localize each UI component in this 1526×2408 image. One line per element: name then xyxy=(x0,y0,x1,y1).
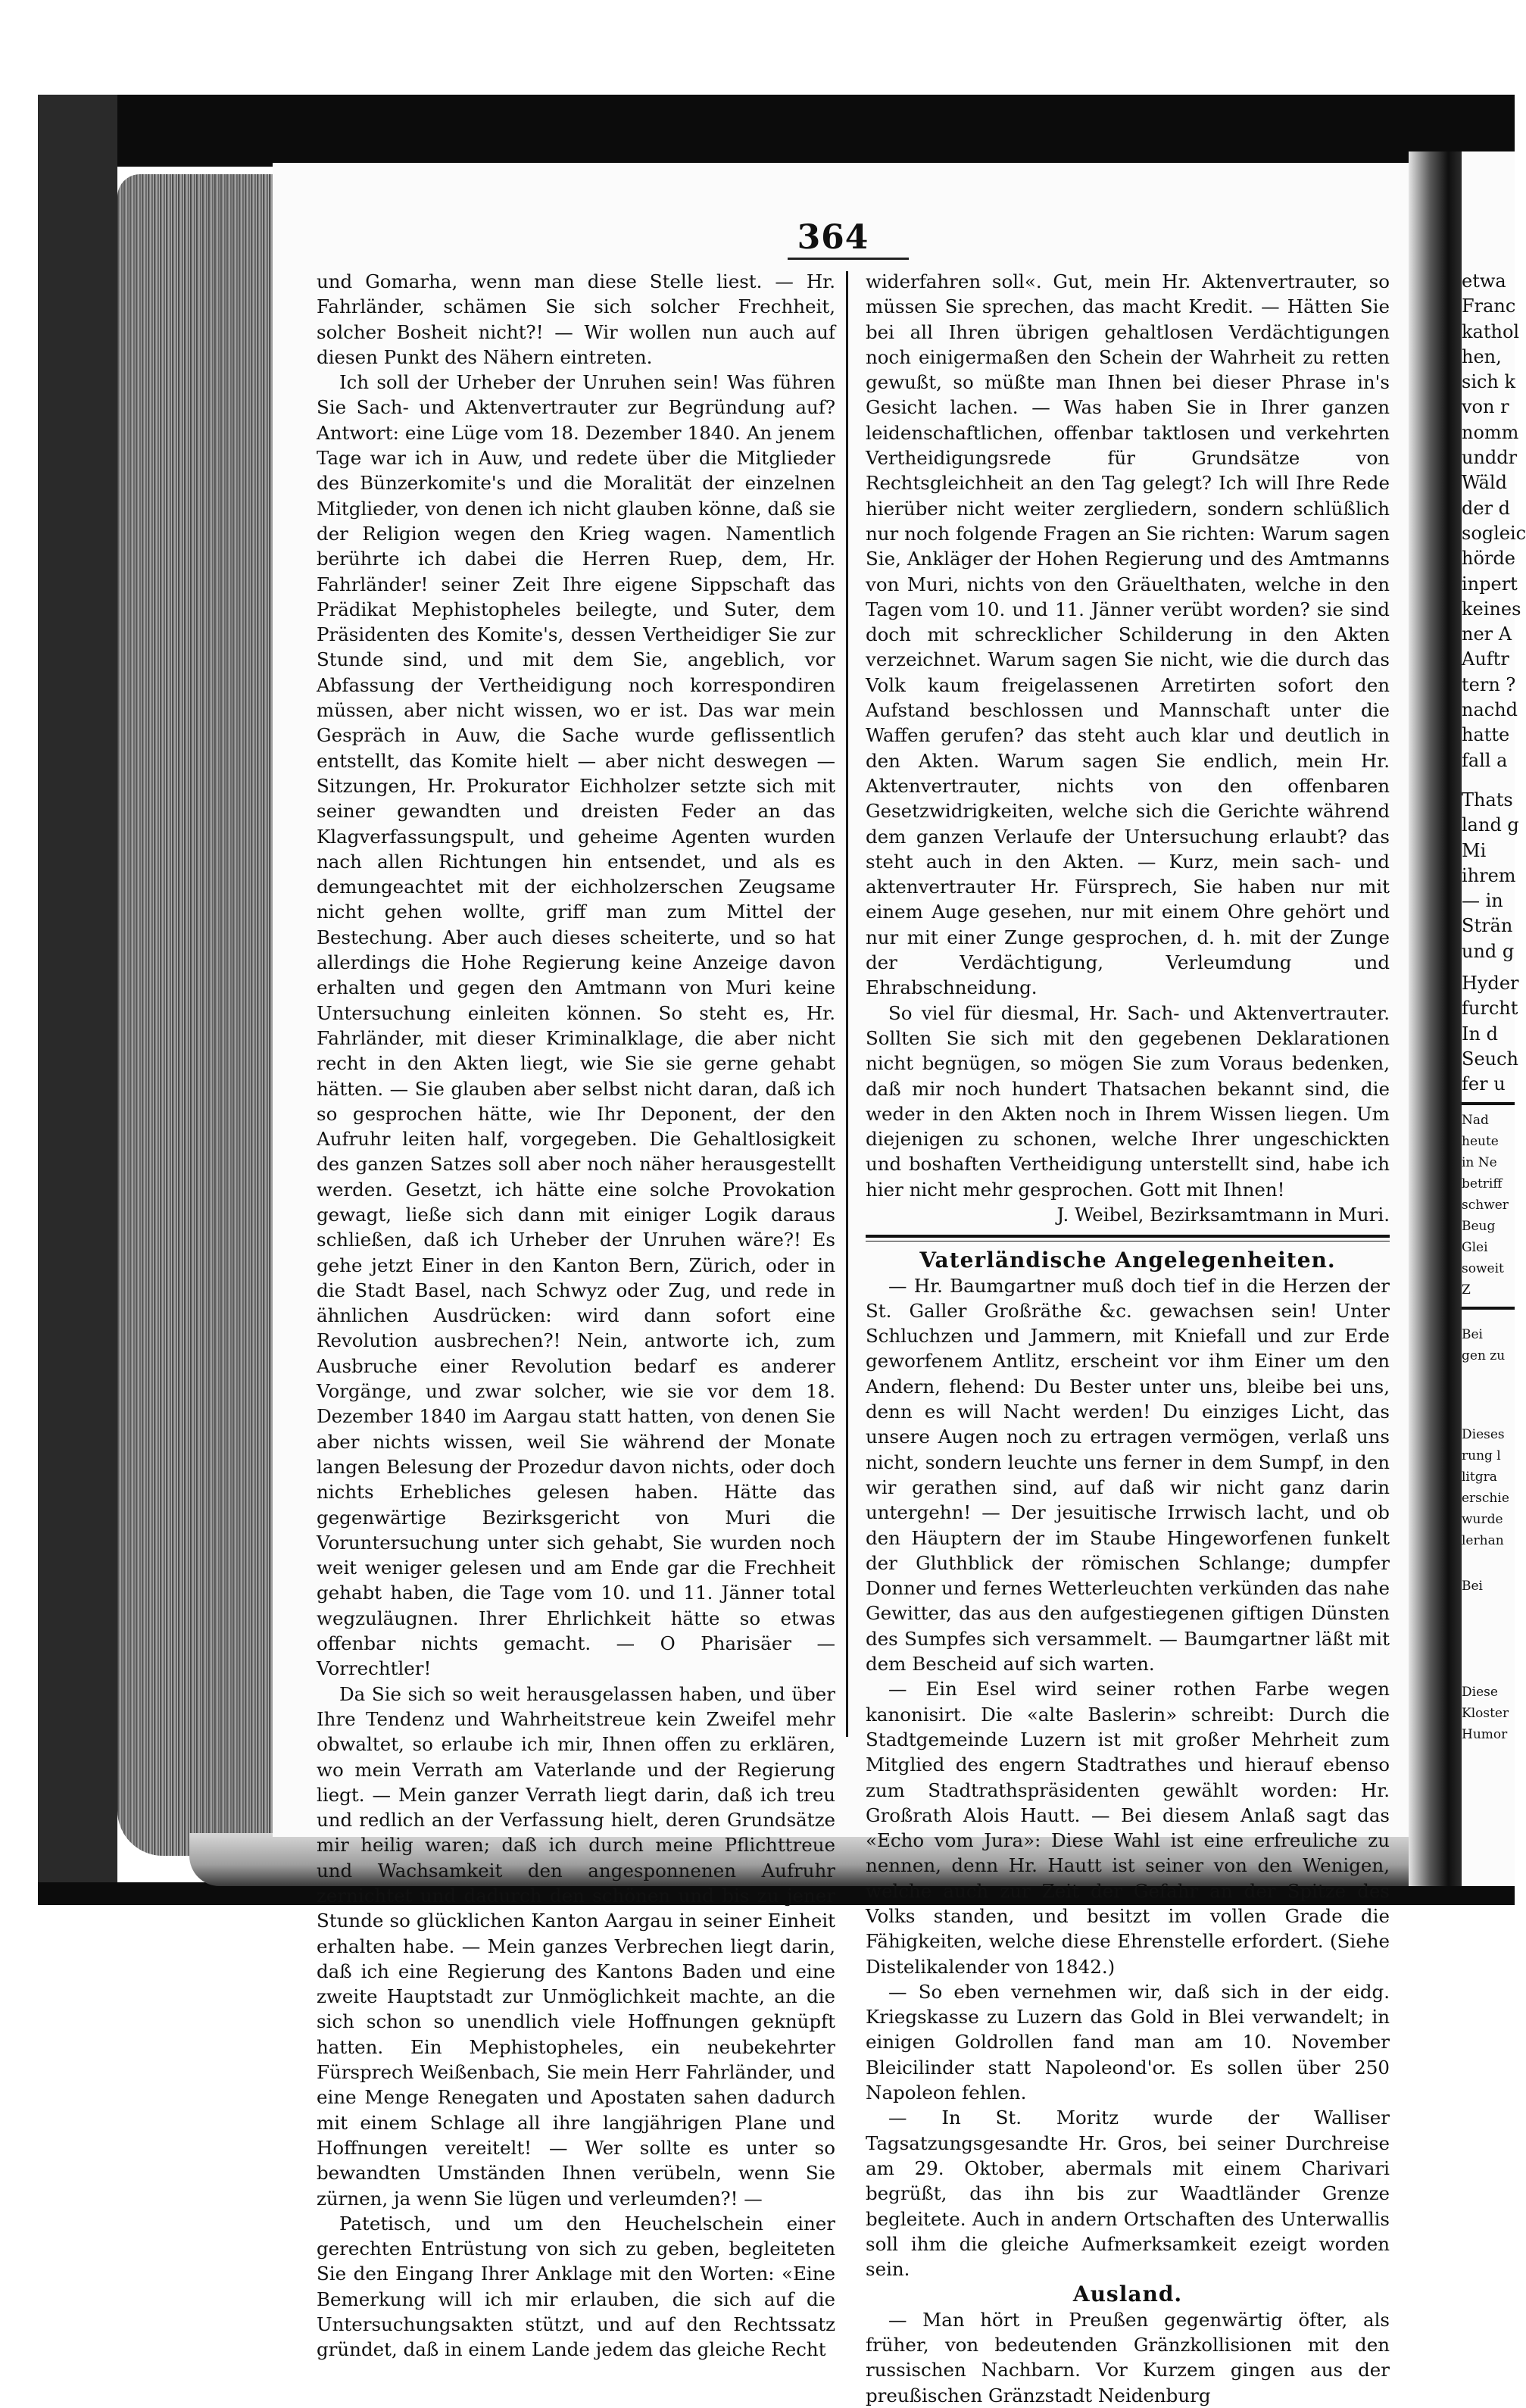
adjacent-line: Nad xyxy=(1462,1113,1489,1128)
scan-background-top xyxy=(38,95,1515,167)
column-divider xyxy=(846,271,848,1737)
adjacent-line: Z xyxy=(1462,1282,1471,1298)
adjacent-line: fall a xyxy=(1462,749,1508,771)
adjacent-line: Strän xyxy=(1462,915,1513,937)
adjacent-line: furcht xyxy=(1462,998,1518,1020)
adjacent-line: Humor xyxy=(1462,1727,1508,1742)
adjacent-line: land g xyxy=(1462,814,1519,836)
paragraph: Ich soll der Urheber der Unruhen sein! Was führen Sie Sach- und Aktenvertrauter zur Begründung auf? Antwort: eine Lüge vom 18. Dezember 1840. An jenem Tage war ich in Auw, und redete über die Mitglieder des Bünzerkomite's und die Moralität der einzelnen Mitglieder, von denen ich nicht glauben könne, daß sie der Religion wegen den Krieg wagen. Namentlich berührte ich dabei die Herren Ruep, dem, Hr. Fahrländer! seiner Zeit Ihre eigene Sippschaft das Prädikat Mephistopheles beilegte, und Suter, dem Präsidenten des Komite's, dessen Vertheidiger Sie zur Stunde sind, und mit dem Sie, angeblich, vor Abfassung der Vertheidigung noch korrespondiren müssen, aber nicht wissen, wo er ist. Das war mein Gespräch in Auw, die Sache wurde geflissentlich entstellt, das Komite hielt — aber nicht deswegen — Sitzungen, Hr. Prokurator Eichholzer setzte sich mit seiner gewandten und dreisten Feder an das Klagverfassungspult, und geheime Agenten wurden nach allen Richtungen hin entsendet, und als es demungeachtet mit der eichholzerschen Zeugsame nicht gehen wollte, griff man zum Mittel der Bestechung. Aber auch dieses scheiterte, und so hat allerdings die Hohe Regierung keine Anzeige davon erhalten und gegen den Amtmann von Muri keine Untersuchung einleiten können. So steht es, Hr. Fahrländer, mit dieser Kriminalklage, die aber nicht recht in den Akten liegt, wie Sie sie gerne gehabt hätten. — Sie glauben aber selbst nicht daran, daß ich so gesprochen hätte, wie Ihr Deponent, der den Aufruhr leiten half, vorgegeben. Die Gehaltlosigkeit des ganzen Satzes soll aber noch näher herausgestellt werden. Gesetzt, ich hätte eine solche Provokation gewagt, ließe sich dann mit einiger Logik daraus schließen, daß ich Urheber der Unruhen wäre?! Es gehe jetzt Einer in den Kanton Bern, Zürich, oder in die Stadt Basel, nach Schwyz oder Zug, und rede in ähnlichen Ausdrücken: wird dann sofort eine Revolution ausbrechen?! Nein, antworte ich, zum Ausbruche einer Revolution bedarf es anderer Vorgänge, und zwar solcher, wie sie vor dem 18. Dezember 1840 im Aargau statt hatten, von denen Sie aber nichts wissen, weil Sie während der Monate langen Belesung der Prozedur davon nichts, oder doch nichts Erhebliches gelesen haben. Hätte das gegenwärtige Bezirksgericht von Muri die Voruntersuchung unter sich gehabt, Sie wurden noch weit weniger gelesen und am Ende gar die Frechheit gehabt haben, die Tage vom 10. und 11. Jänner total wegzuläugnen. Ihrer Ehrlichkeit hätte so etwas offenbar nichts gemacht. — O Pharisäer — Vorrechtler! xyxy=(317,371,835,1680)
adjacent-line: sich k xyxy=(1462,371,1516,393)
paragraph: — So eben vernehmen wir, daß sich in der eidg. Kriegskasse zu Luzern das Gold in Blei verwandelt; in einigen Goldrollen fand man am 10. November Bleicilinder statt Napoleond'or. Es sollen über 250 Napoleon fehlen. xyxy=(866,1980,1390,2104)
adjacent-line: In d xyxy=(1462,1023,1498,1045)
adjacent-page-text-c xyxy=(1462,971,1519,1097)
paragraph: und Gomarha, wenn man diese Stelle liest. — Hr. Fahrländer, schämen Sie sich solcher Frechheit, solcher Bosheit nicht?! — Wir wollen nun auch auf diesen Punkt des Nähern eintreten. xyxy=(317,270,835,368)
paragraph: — Man hört in Preußen gegenwärtig öfter, als früher, von bedeutenden Gränzkollisionen mit den russischen Nachbarn. Vor Kurzem gingen aus der preußischen Gränzstadt Neidenburg xyxy=(866,2308,1390,2406)
adjacent-line: hatte xyxy=(1462,724,1510,746)
adjacent-line: nomm xyxy=(1462,421,1519,443)
adjacent-line: heute xyxy=(1462,1134,1499,1149)
adjacent-line: — in xyxy=(1462,890,1503,912)
adjacent-line: soweit xyxy=(1462,1261,1504,1276)
adjacent-line: inpert xyxy=(1462,573,1518,595)
paragraph: — Hr. Baumgartner muß doch tief in die Herzen der St. Galler Großräthe &c. gewachsen sein! Unter Schluchzen und Jammern, mit Kniefall und zur Erde geworfenem Antlitz, erscheint vor ihm Einer um den Andern, flehend: Du Bester unter uns, bleibe bei uns, denn es will Nacht werden! Du einziges Licht, das unsere Augen noch zu ertragen vermögen, verlaß uns nicht, sondern leuchte uns ferner in dem Sumpf, in den wir gerathen sind, auf daß wir nicht ganz darin untergehn! — Der jesuitische Irrwisch lacht, und ob den Häuptern der im Staube Hingeworfenen funkelt der Gluthblick der römischen Schlange; dumpfer Donner und fernes Wetterleuchten verkünden das nahe Gewitter, das aus den aufgestiegenen giftigen Dünsten des Sumpfes sich versammelt. — Baumgartner läßt mit dem Bescheid auf sich warten. xyxy=(866,1274,1390,1676)
adjacent-line: Beug xyxy=(1462,1219,1496,1234)
adjacent-line: Glei xyxy=(1462,1240,1488,1255)
paragraph: — Ein Esel wird seiner rothen Farbe wegen kanonisirt. Die «alte Baslerin» schreibt: Durch die Stadtgemeinde Luzern ist mit großer Mehrheit zum Mitglied des engern Stadtrathes und hierauf ebenso zum Stadtrathspräsidenten gewählt worden: Hr. Großrath Alois Hautt. — Bei diesem Anlaß sagt das «Echo vom Jura»: Diese Wahl ist eine erfreuliche zu nennen, denn Hr. Hautt ist seiner von den Wenigen, welche auch zur Zeit der Gefahr an der Spitze des Volks standen, und besitzt im vollen Grade die Fähigkeiten, welche diese Ehrenstelle erfordert. (Siehe Distelikalender von 1842.) xyxy=(866,1678,1390,1978)
adjacent-line: Diese xyxy=(1462,1685,1498,1700)
page-number-underline xyxy=(788,258,909,260)
adjacent-line: hörde xyxy=(1462,548,1515,570)
adjacent-line: keines xyxy=(1462,598,1521,620)
adjacent-line: in Ne xyxy=(1462,1155,1497,1170)
book-gutter xyxy=(1409,151,1462,1886)
adjacent-line: fer u xyxy=(1462,1073,1506,1095)
adjacent-line: sogleic xyxy=(1462,522,1526,544)
paragraph: So viel für diesmal, Hr. Sach- und Aktenvertrauter. Sollten Sie sich mit den gegebenen Deklarationen nicht begnügen, so mögen Sie zum Voraus bedenken, daß mir noch hundert Thatsachen bekannt sind, die weder in den Akten noch in Ihrem Wissen liegen. Um diejenigen zu schonen, welche Ihrer ungeschickten und boshaften Vertheidigung unterstellt sind, habe ich hier nicht mehr gesprochen. Gott mit Ihnen! xyxy=(866,1001,1390,1201)
adjacent-line: Hyder xyxy=(1462,973,1519,994)
adjacent-rule xyxy=(1462,1307,1515,1310)
adjacent-line: Franc xyxy=(1462,295,1516,317)
adjacent-line: wurde xyxy=(1462,1512,1503,1527)
adjacent-line: Kloster xyxy=(1462,1706,1509,1721)
adjacent-line: von r xyxy=(1462,396,1509,418)
adjacent-line: Mi xyxy=(1462,839,1487,861)
adjacent-line: tern ? xyxy=(1462,673,1516,695)
adjacent-line: hen, xyxy=(1462,345,1502,367)
paragraph: Patetisch, und um den Heuchelschein einer gerechten Entrüstung von sich zu geben, begleiteten Sie den Eingang Ihrer Anklage mit den Worten: «Eine Bemerkung will ich mir erlauben, die sich auf die Untersuchungsakten stützt, und auf den Rechtssatz gründet, daß in einem Lande jedem das gleiche Recht xyxy=(317,2212,835,2361)
adjacent-line: Bei xyxy=(1462,1579,1483,1594)
adjacent-line: lerhan xyxy=(1462,1533,1504,1548)
page-number: 364 xyxy=(797,218,869,257)
adjacent-line: betriff xyxy=(1462,1176,1503,1192)
section-heading-vaterland: Vaterländische Angelegenheiten. xyxy=(919,1248,1336,1273)
left-column xyxy=(317,269,835,2363)
adjacent-line: Dieses xyxy=(1462,1427,1505,1442)
adjacent-line: kathol xyxy=(1462,320,1520,342)
adjacent-line: Auftr xyxy=(1462,648,1509,670)
adjacent-small-text-b xyxy=(1462,1324,1515,1366)
adjacent-small-text-e xyxy=(1462,1682,1515,1745)
section-heading-ausland: Ausland. xyxy=(1072,2282,1183,2307)
scan-margin-top xyxy=(0,0,1515,95)
adjacent-line: der d xyxy=(1462,497,1511,519)
book-page-edges xyxy=(117,174,276,1856)
adjacent-page-text-a xyxy=(1462,269,1526,773)
paragraph: Da Sie sich so weit herausgelassen haben, und über Ihre Tendenz und Wahrheitstreue kein Zweifel mehr obwaltet, so erlaube ich mir, Ihnen offen zu erklären, wo mein Verrath am Vaterlande und der Regierung liegt. — Mein ganzer Verrath liegt darin, daß ich treu und redlich an der Verfassung hielt, deren Grundsätze mir heilig waren; daß ich durch meine Pflichttreue und Wachsamkeit den angesponnenen Aufruhr zernichtet und dadurch den schönen und bis zu jener Stunde so glücklichen Kanton Aargau in seiner Einheit erhalten habe. — Mein ganzes Verbrechen liegt darin, daß ich eine Regierung des Kantons Baden und eine zweite Hauptstadt zur Unmöglichkeit machte, an die sich schon so unendlich viele Hoffnungen geknüpft hatten. Ein Mephistopheles, ein neubekehrter Fürsprech Weißenbach, Sie mein Herr Fahrländer, und eine Menge Renegaten und Apostaten sahen dadurch mit einem Schlage all ihre langjährigen Plane und Hoffnungen vereitelt! — Wer sollte es unter so bewandten Umständen Ihnen verübeln, wenn Sie zürnen, ja wenn Sie lügen und verleumden?! — xyxy=(317,1682,835,2210)
section-rule xyxy=(866,1235,1390,1238)
adjacent-small-text-a xyxy=(1462,1110,1515,1301)
adjacent-line: litgra xyxy=(1462,1469,1497,1485)
adjacent-page-text-b xyxy=(1462,788,1519,964)
adjacent-line: etwa xyxy=(1462,270,1506,292)
signature: J. Weibel, Bezirksamtmann in Muri. xyxy=(1056,1203,1390,1226)
paragraph: widerfahren soll«. Gut, mein Hr. Aktenvertrauter, so müssen Sie sprechen, das macht Kredit. — Hätten Sie bei all Ihren übrigen gehaltlosen Verdächtigungen noch einigermaßen den Schein der Wahrheit zu retten gewußt, so müßte man Ihnen bei dieser Phrase in's Gesicht lachen. — Was haben Sie in Ihrer ganzen leidenschaftlichen, offenbar taktlosen und verkehrten Vertheidigungsrede für Grundsätze von Rechtsgleichheit an den Tag gelegt? Ich will Ihre Rede hierüber nicht weiter zergliedern, sondern schlüßlich nur noch folgende Fragen an Sie richten: Warum sagen Sie, Ankläger der Hohen Regierung und des Amtmanns von Muri, nichts von den Gräuelthaten, welche in den Tagen vom 10. und 11. Jänner verübt worden? sie sind doch mit schrecklicher Schilderung in den Akten verzeichnet. Warum sagen Sie nicht, wie die durch das Volk kaum freigelassenen Arretirten sofort den Aufstand beschlossen und Mannschaft unter die Waffen gerufen? das steht auch klar und deutlich in den Akten. Warum sagen Sie endlich, mein Hr. Aktenvertrauter, nichts von den offenbaren Gesetzwidrigkeiten, welche sich die Gerichte während dem ganzen Verlaufe der Untersuchung erlaubt? das steht auch in den Akten. — Kurz, mein sach- und aktenvertrauter Hr. Fürsprech, Sie haben nur mit einem Auge gesehen, nur mit einem Ohre gehört und nur mit einer Zunge gesprochen, d. h. mit der Zunge der Verdächtigung, Verleumdung und Ehrabschneidung. xyxy=(866,270,1390,999)
scan-background-left xyxy=(38,95,117,1882)
adjacent-line: Bei xyxy=(1462,1327,1483,1342)
adjacent-line: und g xyxy=(1462,940,1515,962)
paragraph: — In St. Moritz wurde der Walliser Tagsatzungsgesandte Hr. Gros, bei seiner Durchreise am 29. Oktober, abermals mit einem Charivari begrüßt, das ihn bis zur Waadtländer Grenze begleitete. Auch in andern Ortschaften des Unterwallis soll ihm die gleiche Aufmerksamkeit ezeigt worden sein. xyxy=(866,2107,1390,2281)
adjacent-line: gen zu xyxy=(1462,1348,1506,1363)
adjacent-line: ner A xyxy=(1462,623,1512,645)
adjacent-line: Wäld xyxy=(1462,472,1507,494)
adjacent-line: erschie xyxy=(1462,1491,1509,1506)
adjacent-rule xyxy=(1462,1102,1515,1105)
adjacent-line: Thats xyxy=(1462,789,1513,810)
adjacent-line: rung l xyxy=(1462,1448,1501,1463)
adjacent-line: nachd xyxy=(1462,699,1518,721)
adjacent-small-text-c xyxy=(1462,1424,1515,1551)
right-column xyxy=(866,269,1390,2408)
adjacent-line: Seuch xyxy=(1462,1048,1518,1070)
adjacent-line: schwer xyxy=(1462,1198,1509,1213)
adjacent-line: ihrem xyxy=(1462,864,1516,886)
adjacent-small-text-d xyxy=(1462,1576,1515,1597)
adjacent-line: unddr xyxy=(1462,447,1518,469)
